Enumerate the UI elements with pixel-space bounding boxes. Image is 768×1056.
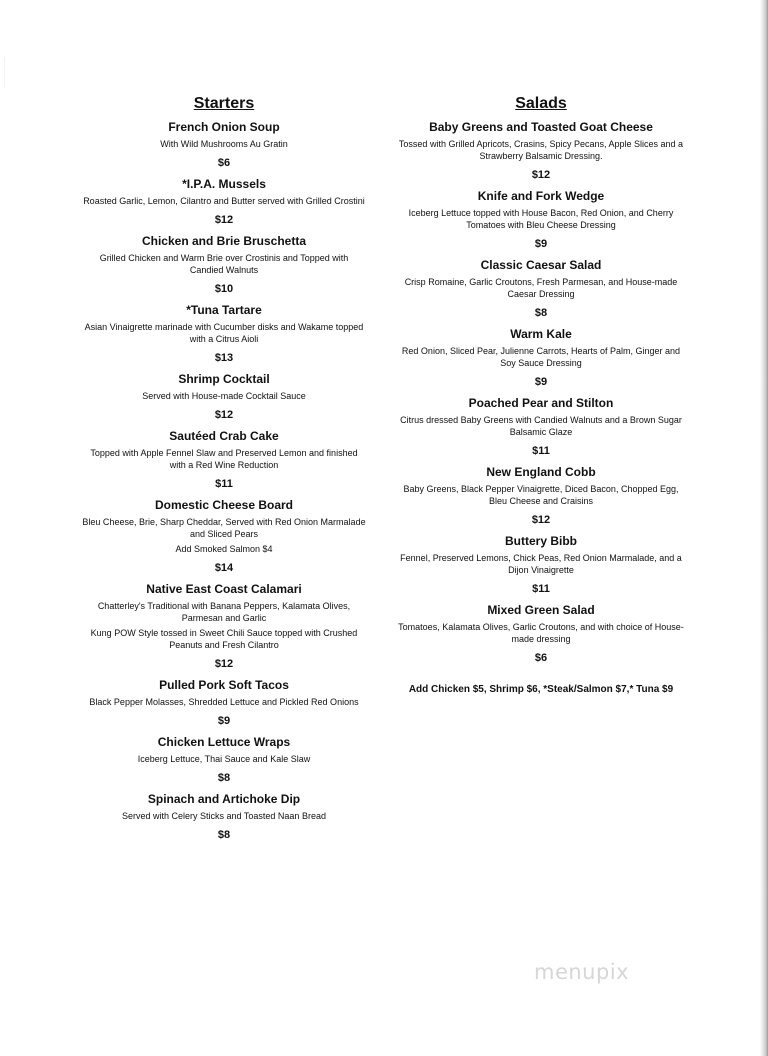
item-description: Kung POW Style tossed in Sweet Chili Sauce topped with Crushed Peanuts and Fresh Cilantro (90, 628, 358, 650)
item-description: With Wild Mushrooms Au Gratin (160, 139, 288, 149)
item-description: Tossed with Grilled Apricots, Crasins, Spicy Pecans, Apple Slices and a Strawberry Balsamic Dressing. (398, 139, 684, 161)
item-name: Native East Coast Calamari (146, 582, 302, 596)
starters-title: Starters (193, 95, 255, 112)
salad-menu-item (396, 120, 686, 182)
starters-column (82, 94, 366, 849)
starter-menu-item (82, 234, 366, 296)
item-description: Baby Greens, Black Pepper Vinaigrette, Diced Bacon, Chopped Egg, Bleu Cheese and Craisins (403, 484, 679, 506)
item-price: $9 (217, 715, 231, 727)
starter-menu-item (82, 735, 366, 785)
starter-menu-item (82, 372, 366, 422)
item-price: $8 (534, 307, 548, 319)
starter-menu-item (82, 792, 366, 842)
salads-title: Salads (515, 95, 567, 112)
starter-menu-item (82, 177, 366, 227)
item-name: New England Cobb (486, 465, 596, 479)
item-name: Shrimp Cocktail (178, 372, 270, 386)
item-name: Buttery Bibb (505, 534, 577, 548)
starter-menu-item (82, 303, 366, 365)
item-price: $14 (214, 562, 234, 574)
item-price: $8 (217, 772, 231, 784)
item-description: Add Smoked Salmon $4 (175, 544, 273, 554)
item-price: $9 (534, 376, 548, 388)
menupix-watermark: menupix (534, 960, 630, 984)
salad-menu-item (396, 396, 686, 458)
item-description: Black Pepper Molasses, Shredded Lettuce and Pickled Red Onions (89, 697, 359, 707)
item-name: *Tuna Tartare (186, 303, 262, 317)
starter-menu-item (82, 120, 366, 170)
item-name: Chicken and Brie Bruschetta (141, 234, 307, 248)
item-description: Grilled Chicken and Warm Brie over Crostinis and Topped with Candied Walnuts (99, 253, 349, 275)
starter-menu-item (82, 498, 366, 575)
item-price: $12 (214, 658, 234, 670)
starter-menu-item (82, 429, 366, 491)
item-description: Asian Vinaigrette marinade with Cucumber disks and Wakame topped with a Citrus Aioli (84, 322, 364, 344)
item-name: Spinach and Artichoke Dip (147, 792, 301, 806)
item-description: Chatterley's Traditional with Banana Peppers, Kalamata Olives, Parmesan and Garlic (97, 601, 351, 623)
item-price: $10 (214, 283, 234, 295)
item-price: $6 (534, 652, 548, 664)
salad-menu-item (396, 534, 686, 596)
item-description: Iceberg Lettuce topped with House Bacon, Red Onion, and Cherry Tomatoes with Bleu Cheese Dressing (408, 208, 674, 230)
item-description: Roasted Garlic, Lemon, Cilantro and Butter served with Grilled Crostini (83, 196, 365, 206)
starter-menu-item (82, 582, 366, 671)
item-name: Knife and Fork Wedge (477, 189, 605, 203)
salad-menu-item (396, 258, 686, 320)
salad-menu-item (396, 465, 686, 527)
item-price: $9 (534, 238, 548, 250)
item-price: $11 (215, 478, 233, 490)
item-name: Sautéed Crab Cake (169, 429, 279, 443)
item-price: $6 (217, 157, 231, 169)
starters-list (82, 120, 366, 842)
salad-menu-item (396, 327, 686, 389)
item-description: Topped with Apple Fennel Slaw and Preserved Lemon and finished with a Red Wine Reduction (90, 448, 358, 470)
item-name: Classic Caesar Salad (480, 258, 602, 272)
scan-smudge (4, 58, 27, 88)
item-name: Pulled Pork Soft Tacos (159, 678, 289, 692)
item-price: $8 (217, 829, 231, 841)
item-name: Mixed Green Salad (487, 603, 595, 617)
item-name: Poached Pear and Stilton (468, 396, 614, 410)
item-price: $13 (214, 352, 234, 364)
starter-menu-item (82, 678, 366, 728)
salad-menu-item (396, 189, 686, 251)
item-price: $12 (214, 409, 234, 421)
item-description: Crisp Romaine, Garlic Croutons, Fresh Parmesan, and House-made Caesar Dressing (404, 277, 678, 299)
salads-column (396, 94, 686, 697)
item-description: Fennel, Preserved Lemons, Chick Peas, Red Onion Marmalade, and a Dijon Vinaigrette (400, 553, 682, 575)
item-description: Red Onion, Sliced Pear, Julienne Carrots, Hearts of Palm, Ginger and Soy Sauce Dressing (401, 346, 681, 368)
item-name: French Onion Soup (168, 120, 280, 134)
item-price: $12 (531, 514, 551, 526)
item-description: Bleu Cheese, Brie, Sharp Cheddar, Served with Red Onion Marmalade and Sliced Pears (82, 517, 366, 539)
item-price: $11 (532, 583, 550, 595)
item-price: $11 (532, 445, 550, 457)
item-description: Tomatoes, Kalamata Olives, Garlic Croutons, and with choice of House-made dressing (398, 622, 684, 644)
item-description: Iceberg Lettuce, Thai Sauce and Kale Slaw (137, 754, 311, 764)
item-name: Domestic Cheese Board (154, 498, 294, 512)
salad-menu-item (396, 603, 686, 665)
item-name: Chicken Lettuce Wraps (157, 735, 291, 749)
item-name: Baby Greens and Toasted Goat Cheese (429, 120, 653, 134)
item-description: Served with Celery Sticks and Toasted Naan Bread (122, 811, 326, 821)
salad-addons: Add Chicken $5, Shrimp $6, *Steak/Salmon $7,* Tuna $9 (408, 684, 674, 695)
salads-list (396, 120, 686, 665)
item-description: Served with House-made Cocktail Sauce (142, 391, 306, 401)
item-price: $12 (214, 214, 234, 226)
page-edge (760, 0, 768, 1056)
item-name: *I.P.A. Mussels (182, 177, 266, 191)
item-description: Citrus dressed Baby Greens with Candied Walnuts and a Brown Sugar Balsamic Glaze (400, 415, 682, 437)
item-name: Warm Kale (510, 327, 572, 341)
item-price: $12 (531, 169, 551, 181)
